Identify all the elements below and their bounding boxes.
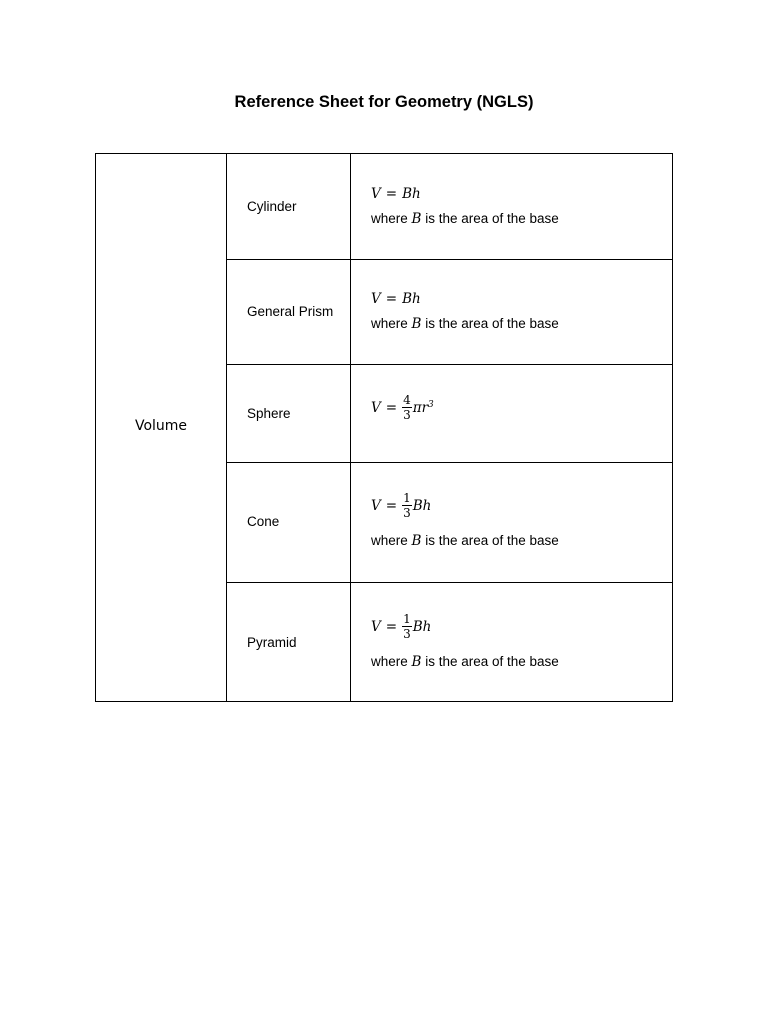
column-divider-2 [350,153,351,702]
formula-lhs: V [371,618,381,635]
formula-equals: = [385,399,398,416]
fraction [402,394,412,421]
row-divider [226,259,673,260]
page-title: Reference Sheet for Geometry (NGLS) [234,93,534,111]
formula-equals: = [385,497,398,514]
note-prefix: where [371,316,412,331]
note-variable: B [411,316,422,332]
note-suffix: is the area of the base [421,211,559,226]
fraction-numerator: 1 [403,612,411,626]
fraction-denominator: 3 [403,408,411,422]
formula-equals: = [385,186,398,202]
formula-equals: = [385,291,398,307]
formula-rhs: Bh [402,291,421,307]
fraction [402,492,412,519]
formula-general-prism [371,291,421,307]
shape-name-cylinder: Cylinder [247,199,297,214]
formula-equals: = [385,618,398,635]
shape-name-general-prism: General Prism [247,304,334,319]
column-divider-1 [226,153,227,702]
note-variable: B [411,654,422,670]
note-variable: B [411,211,422,227]
note-suffix: is the area of the base [421,316,559,331]
formula-rhs: Bh [402,186,421,202]
formula-note [371,533,559,549]
shape-name-pyramid: Pyramid [247,635,297,650]
formula-note [371,654,559,670]
row-divider [226,582,673,583]
shape-name-cone: Cone [247,514,280,529]
note-prefix: where [371,533,412,548]
note-suffix: is the area of the base [421,654,559,669]
row-divider [226,462,673,463]
formula-note [371,316,559,332]
formula-lhs: V [371,399,381,416]
formula-rhs: πr [412,399,429,416]
shape-name-sphere: Sphere [247,406,291,421]
formula-exponent: 3 [428,399,434,410]
formula-lhs: V [371,186,381,202]
formula-cylinder [371,186,421,202]
formula-lhs: V [371,291,381,307]
fraction-denominator: 3 [403,627,411,641]
fraction [402,613,412,640]
note-suffix: is the area of the base [421,533,559,548]
note-prefix: where [371,654,412,669]
note-variable: B [411,533,422,549]
row-divider [226,364,673,365]
formula-note [371,211,559,227]
formula-lhs: V [371,497,381,514]
formula-rhs: Bh [412,618,432,635]
reference-table [95,153,673,702]
fraction-numerator: 1 [403,491,411,505]
note-prefix: where [371,211,412,226]
formula-sphere [371,394,434,421]
fraction-numerator: 4 [403,393,411,407]
formula-rhs: Bh [412,497,432,514]
fraction-denominator: 3 [403,506,411,520]
formula-cone [371,492,431,519]
formula-pyramid [371,613,431,640]
category-label: Volume [134,418,188,434]
